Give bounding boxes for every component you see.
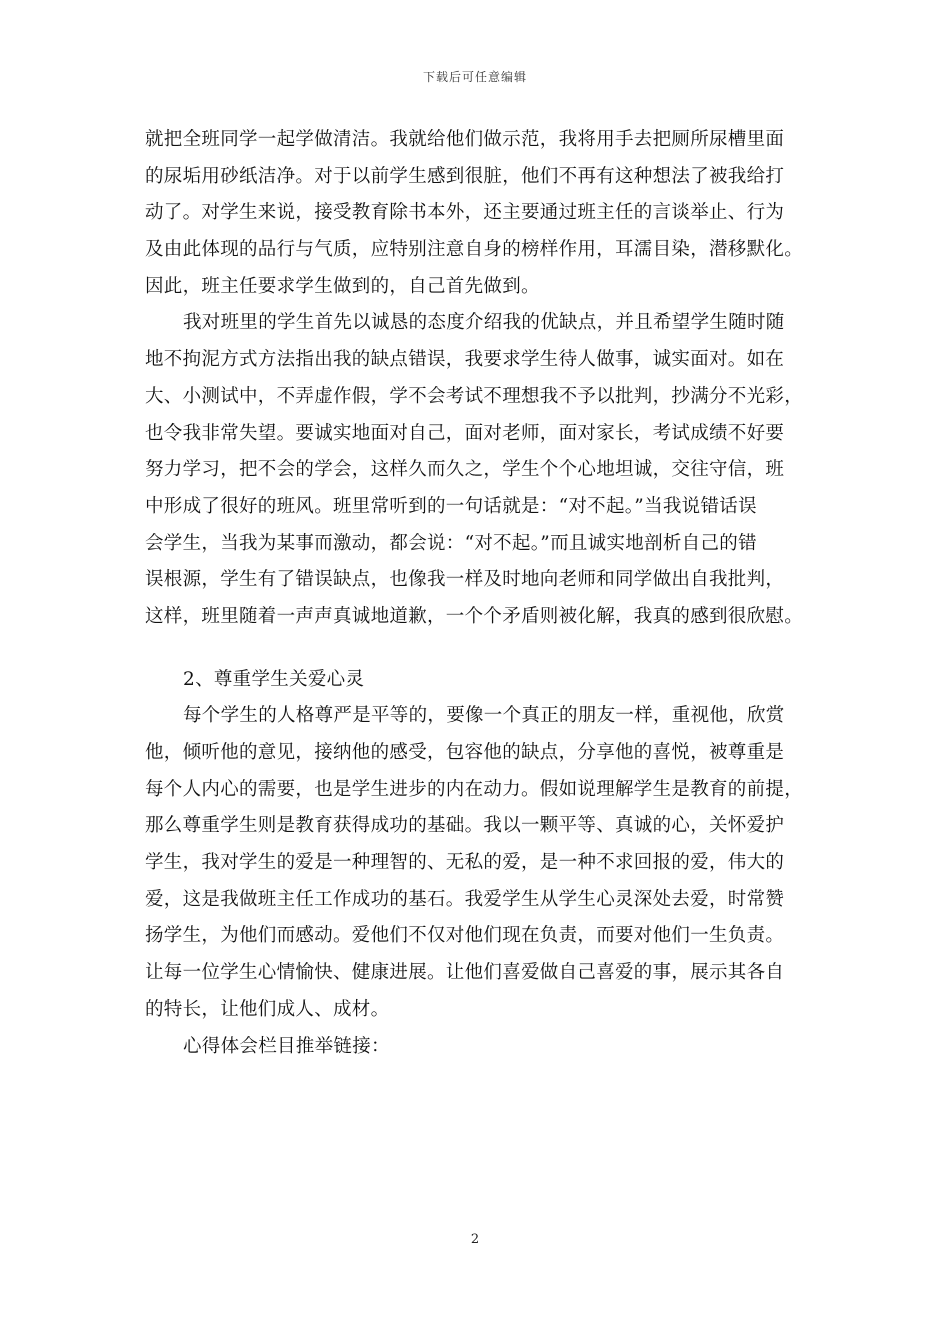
paragraph-1 — [145, 122, 835, 305]
paragraph-line: 的尿垢用砂纸洁净。对于以前学生感到很脏，他们不再有这种想法了被我给打 — [145, 165, 785, 187]
paragraph-line: 及由此体现的品行与气质，应特别注意自身的榜样作用，耳濡目染，潜移默化。 — [145, 239, 804, 261]
paragraph-3 — [145, 698, 835, 1028]
paragraph-2 — [145, 305, 835, 635]
paragraph-line: 就把全班同学一起学做清洁。我就给他们做示范，我将用手去把厕所尿槽里面 — [145, 129, 785, 150]
paragraph-line: 的特长，让他们成人、成材。 — [145, 998, 390, 1020]
paragraph-line: 学生，我对学生的爱是一种理智的、无私的爱，是一种不求回报的爱，伟大的 — [145, 852, 785, 874]
section-heading-text: 2、尊重学生关爱心灵 — [183, 668, 365, 690]
paragraph-line: 那么尊重学生则是教育获得成功的基础。我以一颗平等、真诚的心，关怀爱护 — [145, 815, 785, 837]
section-heading — [145, 662, 835, 699]
paragraph-line: 让每一位学生心情愉快、健康进展。让他们喜爱做自己喜爱的事，展示其各自 — [145, 962, 785, 984]
page-number: 2 — [470, 1232, 480, 1247]
document-body — [145, 122, 835, 1065]
paragraph-line: 会学生，当我为某事而激动，都会说：“对不起。”而且诚实地剖析自己的错 — [145, 532, 757, 554]
paragraph-line: 中形成了很好的班风。班里常听到的一句话就是：“对不起。”当我说错话误 — [145, 495, 757, 517]
recommended-links-label: 心得体会栏目推举链接： — [183, 1035, 390, 1057]
section-spacer — [145, 636, 835, 662]
page-header: 下载后可任意编辑 — [422, 70, 527, 84]
paragraph-4 — [145, 1029, 835, 1066]
paragraph-line: 因此，班主任要求学生做到的，自己首先做到。 — [145, 275, 540, 297]
paragraph-line: 努力学习，把不会的学会，这样久而久之，学生个个心地坦诚，交往守信，班 — [145, 459, 785, 481]
paragraph-line: 大、小测试中，不弄虚作假，学不会考试不理想我不予以批判，抄满分不光彩， — [145, 385, 804, 407]
paragraph-line: 他，倾听他的意见，接纳他的感受，包容他的缺点，分享他的喜悦，被尊重是 — [145, 742, 785, 763]
paragraph-line: 也令我非常失望。要诚实地面对自己，面对老师，面对家长，考试成绩不好要 — [145, 422, 785, 444]
paragraph-line: 动了。对学生来说，接受教育除书本外，还主要通过班主任的言谈举止、行为 — [145, 202, 785, 224]
paragraph-line: 地不拘泥方式方法指出我的缺点错误，我要求学生待人做事，诚实面对。如在 — [145, 349, 785, 371]
paragraph-line: 每个人内心的需要，也是学生进步的内在动力。假如说理解学生是教育的前提， — [145, 778, 804, 800]
paragraph-line: 爱，这是我做班主任工作成功的基石。我爱学生从学生心灵深处去爱，时常赞 — [145, 888, 785, 910]
paragraph-line: 我对班里的学生首先以诚恳的态度介绍我的优缺点，并且希望学生随时随 — [183, 312, 785, 334]
paragraph-line: 扬学生，为他们而感动。爱他们不仅对他们现在负责，而要对他们一生负责。 — [145, 925, 785, 947]
paragraph-line: 这样，班里随着一声声真诚地道歉，一个个矛盾则被化解，我真的感到很欣慰。 — [145, 605, 804, 627]
paragraph-line: 误根源，学生有了错误缺点，也像我一样及时地向老师和同学做出自我批判， — [145, 569, 785, 591]
paragraph-line: 每个学生的人格尊严是平等的，要像一个真正的朋友一样，重视他，欣赏 — [183, 705, 785, 727]
